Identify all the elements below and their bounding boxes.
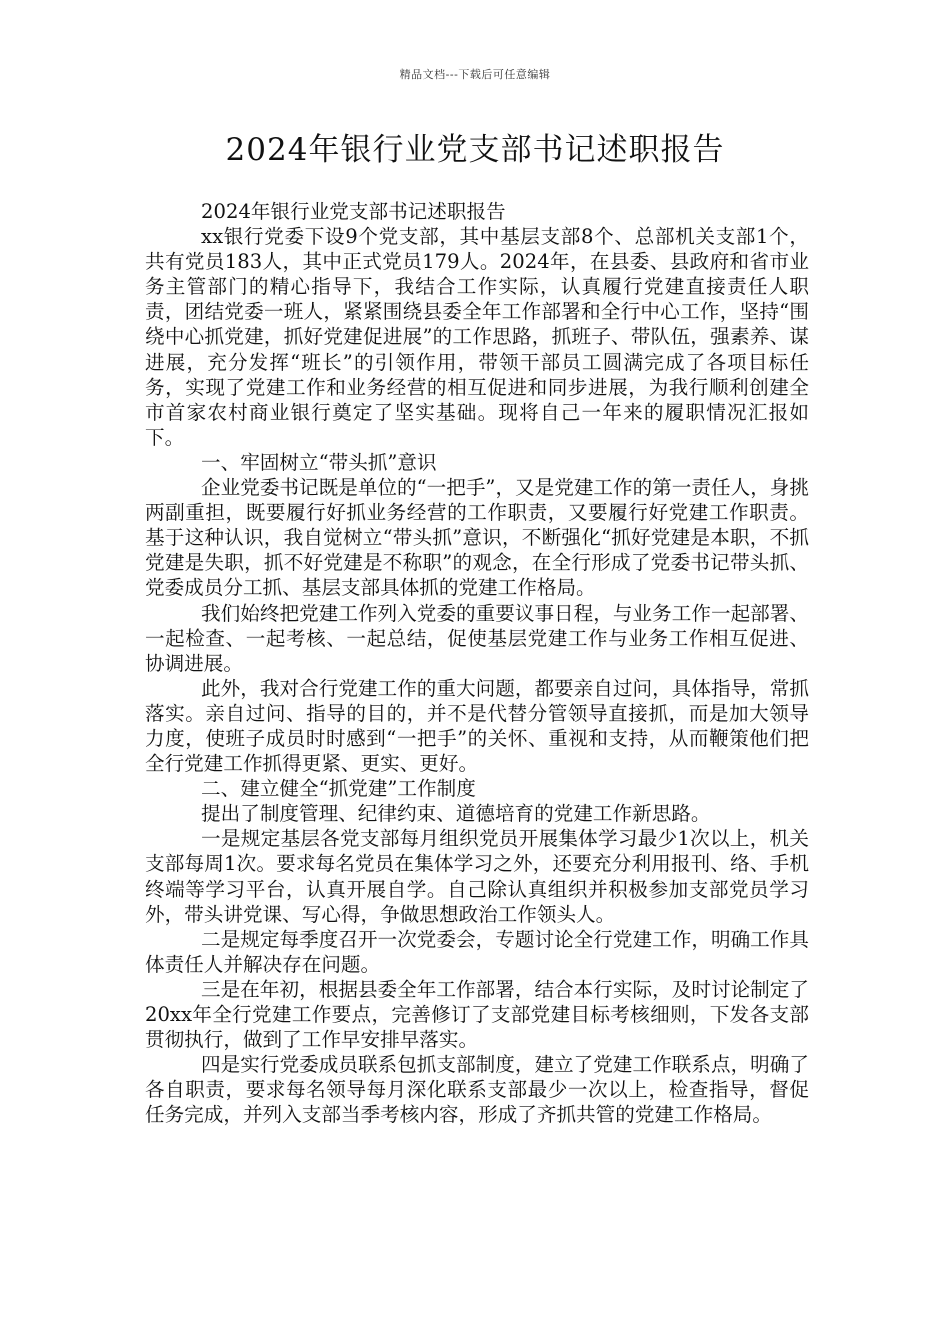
header-note: 精品文档---下载后可任意编辑 <box>399 68 551 81</box>
paragraph: 提出了制度管理、纪律约束、道德培育的党建工作新思路。 <box>201 802 711 826</box>
paragraph: 此外，我对合行党建工作的重大问题，都要亲自过问，具体指导，常抓落实。亲自过问、指导的目的，并不是代替分管领导直接抓，而是加大领导力度，使班子成员时时感到“一把手”的关怀、重视和支持，从而鞭策他们把全行党建工作抓得更紧、更实、更好。 <box>145 676 809 776</box>
section-heading-1: 一、牢固树立“带头抓”意识 <box>201 450 437 474</box>
paragraph: 四是实行党委成员联系包抓支部制度，建立了党建工作联系点，明确了各自职责，要求每名领导每月深化联系支部最少一次以上，检查指导，督促任务完成，并列入支部当季考核内容，形成了齐抓共管的党建工作格局。 <box>145 1053 809 1127</box>
document-body <box>145 199 809 1127</box>
paragraph-intro: xx银行党委下设9个党支部，其中基层支部8个、总部机关支部1个，共有党员183人，其中正式党员179人。2024年，在县委、县政府和省市业务主管部门的精心指导下，我结合工作实际，认真履行党建直接责任人职责，团结党委一班人，紧紧围绕县委全年工作部署和全行中心工作，坚持“围绕中心抓党建，抓好党建促进展”的工作思路，抓班子、带队伍，强素养、谋进展，充分发挥“班长”的引领作用，带领干部员工圆满完成了各项目标任务，实现了党建工作和业务经营的相互促进和同步进展，为我行顺利创建全市首家农村商业银行奠定了坚实基础。现将自己一年来的履职情况汇报如下。 <box>145 225 809 449</box>
paragraph: 一是规定基层各党支部每月组织党员开展集体学习最少1次以上，机关支部每周1次。要求每名党员在集体学习之外，还要充分利用报刊、络、手机终端等学习平台，认真开展自学。自己除认真组织并积极参加支部党员学习外，带头讲党课、写心得，争做思想政治工作领头人。 <box>145 827 809 926</box>
paragraph: 企业党委书记既是单位的“一把手”，又是党建工作的第一责任人，身挑两副重担，既要履行好抓业务经营的工作职责，又要履行好党建工作职责。基于这种认识，我自觉树立“带头抓”意识，不断强化“抓好党建是本职，不抓党建是失职，抓不好党建是不称职”的观念，在全行形成了党委书记带头抓、党委成员分工抓、基层支部具体抓的党建工作格局。 <box>145 476 809 600</box>
document-title: 2024年银行业党支部书记述职报告 <box>225 132 725 168</box>
paragraph: 二是规定每季度召开一次党委会，专题讨论全行党建工作，明确工作具体责任人并解决存在问题。 <box>145 927 809 976</box>
paragraph-subtitle: 2024年银行业党支部书记述职报告 <box>201 200 506 223</box>
paragraph: 三是在年初，根据县委全年工作部署，结合本行实际，及时讨论制定了20xx年全行党建工作要点，完善修订了支部党建目标考核细则，下发各支部贯彻执行，做到了工作早安排早落实。 <box>145 977 809 1052</box>
paragraph: 我们始终把党建工作列入党委的重要议事日程，与业务工作一起部署、一起检查、一起考核、一起总结，促使基层党建工作与业务工作相互促进、协调进展。 <box>145 601 809 675</box>
section-heading-2: 二、建立健全“抓党建”工作制度 <box>201 777 476 801</box>
